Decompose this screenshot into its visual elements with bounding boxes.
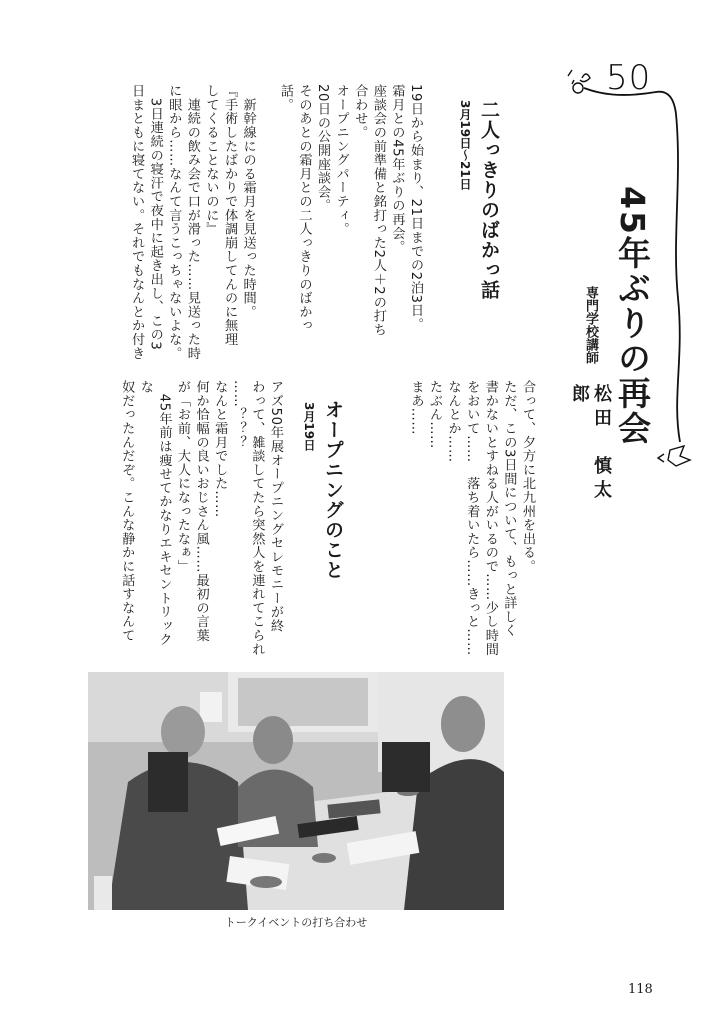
body-line: をおいて…… 落ち着いたら……きっと……: [464, 380, 480, 656]
body-line: ……？？？: [230, 380, 246, 449]
body-line: 19日から始まり、21日までの2泊3日。: [408, 84, 423, 332]
body-line: 新幹線にのる霜月を見送った時間。: [240, 84, 256, 319]
body-line: 20日の公開座談会。: [315, 84, 331, 213]
body-line: オープニングパーティ。: [333, 84, 349, 236]
photo-caption: トークイベントの打ち合わせ: [224, 916, 368, 929]
body-line: ただ、この3日間について、もっと詳しく: [501, 380, 517, 638]
page-number: 118: [628, 982, 653, 997]
body-line: 話。: [277, 84, 293, 112]
body-line: 45年前は痩せてかなりエキセントリックな: [137, 380, 172, 647]
body-line: 何か恰幅の良いおじさん風……最初の言葉: [193, 380, 209, 643]
body-line: 書かないとすねる人がいるので……少し時間: [482, 380, 498, 656]
body-line: [257, 84, 276, 360]
body-line: 日まともに寝てない。それでもなんとか付き: [129, 84, 145, 360]
body-line: たぶん……: [427, 380, 443, 449]
section1-date: 3月19日～21日: [458, 100, 472, 190]
article-title: 45年ぶりの再会: [613, 186, 652, 446]
body-line: なんと霜月でした……: [212, 380, 228, 518]
body-line: 3日連続の寝汗で夜中に起き出し、この3: [147, 84, 163, 351]
body-line: 霜月との45年ぶりの再会。: [389, 84, 405, 254]
section1-body: [84, 84, 424, 360]
section2-heading: オープニングのこと: [322, 400, 344, 580]
body-line: そのあとの霜月との二人っきりのばかっ: [296, 84, 312, 333]
continuation-body: [384, 380, 536, 656]
series-number: 50: [606, 58, 652, 98]
body-line: まあ……: [408, 380, 424, 436]
body-line: 座談会の前準備と銘打った2人＋2の打ち: [370, 84, 386, 337]
author-name: 松田 慎太郎: [569, 384, 612, 504]
body-line: 合って、夕方に北九州を出る。: [520, 380, 535, 574]
body-line: アズ50年展オープニングセレモニーが終: [268, 380, 283, 633]
section2-body: [84, 380, 284, 656]
section2-date: 3月19日: [302, 402, 316, 452]
body-line: が「お前、大人になったなぁ」: [175, 380, 191, 574]
body-line: 連続の飲み会で口が滑った……見送った時: [184, 84, 200, 360]
body-line: 合わせ。: [352, 84, 368, 140]
body-line: わって、雑談してたら突然人を連れてこられ: [249, 380, 265, 656]
body-line: に眼から……なんて言うこっちゃないよな。: [166, 84, 182, 360]
body-line: 『手術したばかりで体調崩してんのに無理: [222, 84, 238, 347]
body-line: してくることないのに』: [203, 84, 219, 236]
author-role: 専門学校講師: [583, 286, 598, 364]
body-line: 奴だったんだぞ。こんな静かに話すなんて: [119, 380, 135, 643]
meeting-photo: [88, 672, 504, 910]
section1-heading: 二人っきりのばかっ話: [478, 100, 500, 300]
body-line: なんとか……: [445, 380, 461, 463]
